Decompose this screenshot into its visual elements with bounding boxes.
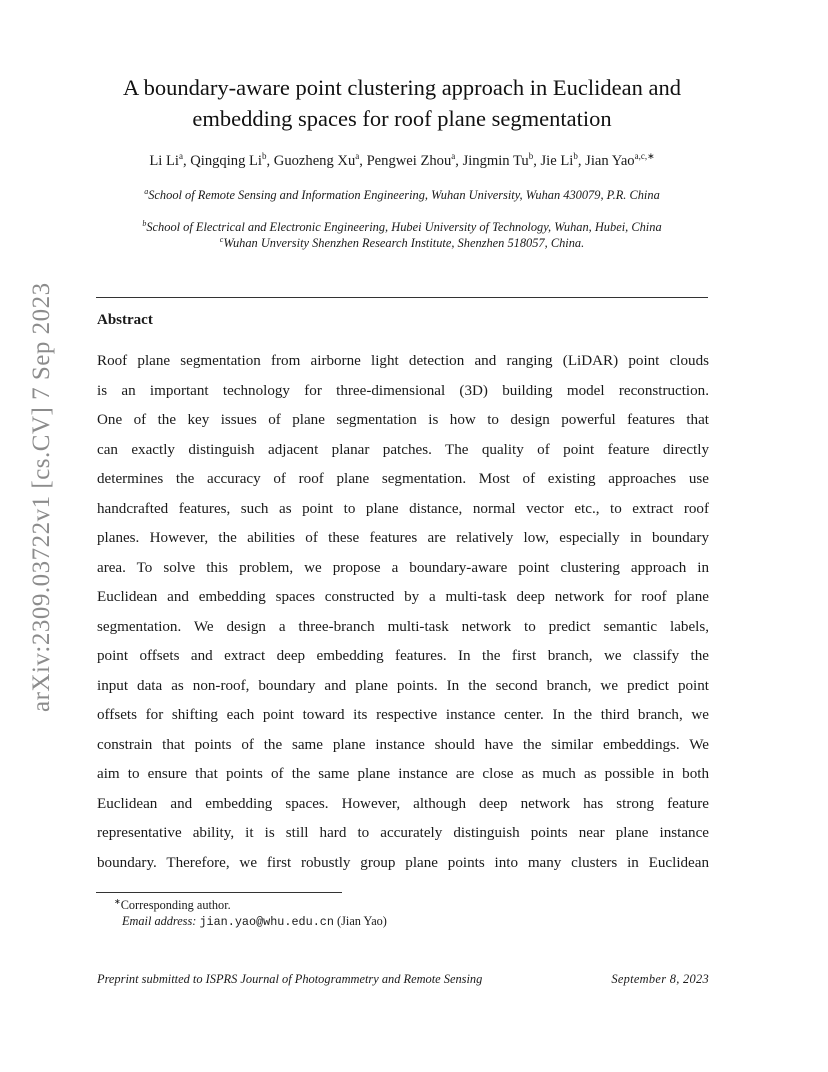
affiliation-marker: c — [219, 235, 224, 244]
abstract-line: boundary. Therefore, we first robustly group plane points into many clusters in Euclidean — [97, 854, 709, 871]
abstract-line: representative ability, it is still hard to accurately distinguish points near plane instance — [97, 825, 709, 841]
footnote-corresponding — [114, 897, 231, 913]
email-label: Email address: — [122, 914, 197, 928]
author — [585, 153, 655, 169]
abstract-line: input data as non-roof, boundary and plane points. In the second branch, we predict point — [97, 677, 709, 694]
arxiv-identifier: arXiv:2309.03722v1 [cs.CV] 7 Sep 2023 — [28, 282, 55, 712]
abstract-line: One of the key issues of plane segmentation is how to design powerful features that — [97, 412, 709, 428]
footnote-email — [122, 913, 387, 930]
author-affiliation-marker: b — [573, 151, 578, 161]
author-name: Guozheng Xu — [273, 153, 356, 169]
abstract-line: determines the accuracy of roof plane segmentation. Most of existing approaches use — [97, 471, 709, 487]
affiliation-a — [96, 187, 708, 203]
abstract-line: aim to ensure that points of the same plane instance are close as much as possible in both — [97, 766, 709, 782]
author-name: Jian Yao — [585, 153, 635, 169]
author-list: Li Li$^a$, Qingqing Li$^b$, Guozheng Xu$^a$, Pengwei Zhou$^a$, Jingmin Tu$^b$, Jie Li$^b$, Jian Yao$^{a,c,∗}$ — [149, 151, 655, 169]
paper-title: A boundary-aware point clustering approach in Euclidean and embedding spaces for roof plane segmentation — [123, 75, 681, 131]
author-affiliation-marker: b — [528, 151, 534, 161]
abstract-line: constrain that points of the same plane instance should have the similar embeddings. We — [97, 736, 709, 753]
abstract-line: segmentation. We design a three-branch multi-task network to predict semantic labels, — [97, 618, 709, 635]
author-name: Jingmin Tu — [462, 153, 529, 169]
author-name: Pengwei Zhou — [366, 153, 452, 169]
abstract-line: can exactly distinguish adjacent planar patches. The quality of point feature directly — [97, 441, 709, 458]
author — [463, 153, 534, 169]
author-affiliation-marker: a — [178, 151, 183, 161]
affiliation-text: School of Electrical and Electronic Engineering, Hubei University of Technology, Wuhan, Hubei, China — [146, 220, 662, 234]
author-affiliation-marker: a,c,∗ — [634, 151, 655, 161]
author-name: Li Li — [149, 153, 179, 169]
author-affiliation-marker: a — [451, 151, 456, 161]
abstract-body — [97, 347, 709, 878]
footnote-divider — [96, 892, 342, 893]
abstract-line: handcrafted features, such as point to plane distance, normal vector etc., to extract roof — [97, 500, 709, 517]
author-affiliation-marker: a — [355, 151, 360, 161]
author-name: Jie Li — [540, 153, 574, 169]
abstract-line: Euclidean and embedding spaces. However, although deep network has strong feature — [97, 795, 709, 812]
abstract-heading: Abstract — [97, 312, 153, 328]
affiliation-text: Wuhan Unversity Shenzhen Research Institute, Shenzhen 518057, China. — [223, 236, 585, 250]
preprint-date: September 8, 2023 — [611, 972, 709, 986]
abstract-line: offsets for shifting each point toward its respective instance center. In the third branch, we — [97, 707, 709, 723]
author-name: Qingqing Li — [190, 153, 262, 169]
preprint-note: Preprint submitted to ISPRS Journal of Photogrammetry and Remote Sensing — [97, 972, 483, 986]
email-link[interactable]: jian.yao@whu.edu.cn — [199, 915, 334, 929]
author — [274, 153, 359, 169]
author — [541, 153, 578, 169]
footnote-marker: ∗ — [114, 897, 121, 906]
abstract-line: Euclidean and embedding spaces constructed by a multi-task deep network for roof plane — [97, 589, 709, 605]
author-affiliation-marker: b — [262, 151, 267, 161]
abstract-line: area. To solve this problem, we propose a boundary-aware point clustering approach in — [97, 559, 709, 576]
affiliation-b — [96, 219, 708, 235]
affiliation-c — [96, 235, 708, 251]
header-divider — [96, 297, 708, 298]
abstract-line: planes. However, the abilities of these features are relatively low, especially in boundary — [97, 530, 709, 546]
author — [367, 153, 456, 169]
affiliation-marker: b — [142, 219, 147, 228]
abstract-line: point offsets and extract deep embedding features. In the first branch, we classify the — [97, 648, 709, 664]
author — [190, 153, 266, 169]
abstract-line: is an important technology for three-dimensional (3D) building model reconstruction. — [97, 382, 709, 399]
affiliation-text: School of Remote Sensing and Information Engineering, Wuhan University, Wuhan 430079, P.R. China — [148, 188, 660, 202]
footnote-corresponding-text: Corresponding author. — [120, 898, 231, 912]
author — [149, 153, 183, 169]
affiliation-marker: a — [144, 187, 149, 196]
abstract-line: Roof plane segmentation from airborne light detection and ranging (LiDAR) point clouds — [97, 353, 709, 369]
email-owner: (Jian Yao) — [337, 914, 387, 928]
